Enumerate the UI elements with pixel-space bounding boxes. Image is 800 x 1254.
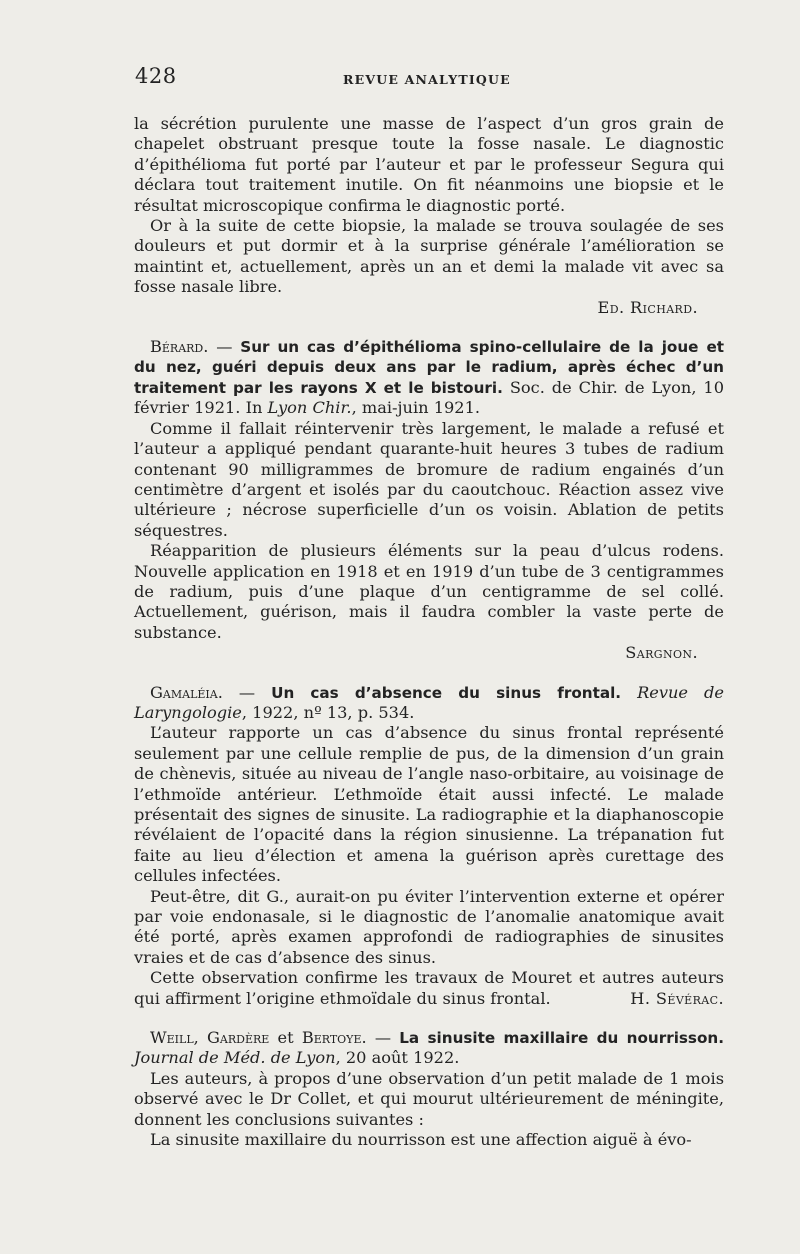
article-berard-authors: Bérard. xyxy=(150,337,209,357)
article-gamaleia-heading xyxy=(134,683,724,724)
article-gamaleia-paragraph-3-text: Cette observation confirme les travaux de Mouret et autres auteurs qui affirment l’origine ethmoïdale du sinus frontal. xyxy=(134,968,724,1008)
article-gamaleia-authors: Gamaléia. xyxy=(150,682,223,702)
article-weill-authors: Weill, Gardère xyxy=(150,1028,270,1048)
article-gamaleia-journal: Revue de Laryngologie xyxy=(134,682,724,722)
article-berard-paragraph-1: Comme il fallait réintervenir très largement, le malade a refusé et l’auteur a appliqué pendant quarante-huit heures 3 tubes de radium contenant 90 milligrammes de bromure de radium engainés d’un centimètre d’argent et isolés par du caoutchouc. Réaction assez vive ultérieure ; nécrose superficielle d’un os voisin. Ablation de petits séquestres. xyxy=(134,418,724,540)
intro-signature xyxy=(134,298,724,318)
article-berard-dash: — xyxy=(208,337,241,357)
article-weill-and: et xyxy=(269,1028,302,1048)
article-gamaleia-source-end: , 1922, nº 13, p. 534. xyxy=(241,702,415,722)
article-berard-heading xyxy=(134,337,724,419)
article-gamaleia-paragraph-2: Peut-être, dit G., aurait-on pu éviter l’intervention externe et opérer par voie endonasale, si le diagnostic de l’anomalie anatomique avait été porté, après examen approfondi de radiographies de sinusites vraies et de cas d’absence des sinus. xyxy=(134,886,724,967)
article-weill-title: La sinusite maxillaire du nourrisson. xyxy=(399,1029,724,1048)
article-berard-journal: Lyon Chir. xyxy=(267,398,352,418)
article-weill-dash: — xyxy=(366,1028,400,1048)
article-berard xyxy=(134,337,724,664)
article-gamaleia-dash: — xyxy=(222,682,272,702)
article-gamaleia-title: Un cas d’absence du sinus frontal. xyxy=(271,683,622,702)
article-gamaleia xyxy=(134,683,724,1010)
body-text xyxy=(134,114,724,1151)
article-weill-paragraph-2: La sinusite maxillaire du nourrisson est une affection aiguë à évo- xyxy=(150,1130,692,1150)
article-berard-paragraph-2: Réapparition de plusieurs éléments sur la peau d’ulcus rodens. Nouvelle application en 1918 et en 1919 d’un tube de 3 centigrammes de radium, puis d’une plaque d’un centigramme de sel collé. Actuellement, guérison, mais il faudra combler la vaste perte de substance. xyxy=(134,541,724,642)
article-weill-heading xyxy=(134,1028,724,1069)
intro-paragraph-2: Or à la suite de cette biopsie, la malade se trouva soulagée de ses douleurs et put dormir et à la surprise générale l’amélioration se maintint et, actuellement, après un an et demi la malade vit avec sa fosse nasale libre. xyxy=(134,216,724,297)
article-gamaleia-paragraph-1: L’auteur rapporte un cas d’absence du sinus frontal représenté seulement par une cellule remplie de pus, de la dimension d’un grain de chènevis, située au niveau de l’angle naso-orbitaire, au voisinage de l’ethmoïde antérieur. L’ethmoïde était aussi infecté. Le malade présentait des signes de sinusite. La radiographie et la diaphanoscopie révélaient de l’opacité dans la région sinusienne. La trépanation fut faite au lieu d’élection et amena la guérison après curettage des cellules infectées. xyxy=(134,723,724,886)
article-weill xyxy=(134,1028,724,1150)
page-number: 428 xyxy=(135,64,177,88)
running-head: REVUE ANALYTIQUE xyxy=(343,72,511,87)
intro-paragraph-1: la sécrétion purulente une masse de l’aspect d’un gros grain de chapelet obstruant presque toute la fosse nasale. Le diagnostic d’épithélioma fut porté par l’auteur et par le professeur Segura qui déclara tout traitement inutile. On fit néanmoins une biopsie et le résultat microscopique confirma le diagnostic porté. xyxy=(134,114,724,215)
article-weill-paragraph-1: Les auteurs, à propos d’une observation d’un petit malade de 1 mois observé avec le Dr Collet, et qui mourut ultérieurement de méningite, donnent les conclusions suivantes : xyxy=(134,1068,724,1129)
article-weill-authors-2: Bertoye. xyxy=(301,1028,367,1048)
article-berard-signature xyxy=(134,643,724,663)
article-gamaleia-paragraph-3 xyxy=(134,968,724,1009)
signature-sargnon: Sargnon. xyxy=(625,643,698,663)
article-berard-source: Soc. de Chir. de Lyon, 10 février 1921. In xyxy=(134,377,724,418)
signature-richard: Ed. Richard. xyxy=(597,297,698,317)
article-berard-source-end: , mai-juin 1921. xyxy=(351,398,481,418)
article-berard-title: Sur un cas d’épithélioma spino-cellulaire de la joue et du nez, guéri depuis deux ans par le radium, après échec d’un traitement par les rayons X et le bistouri. xyxy=(134,338,725,397)
article-weill-journal: Journal de Méd. de Lyon xyxy=(134,1048,336,1068)
page-header xyxy=(135,64,725,94)
article-weill-source-end: , 20 août 1922. xyxy=(335,1048,460,1068)
signature-severac: H. Sévérac. xyxy=(630,988,724,1008)
